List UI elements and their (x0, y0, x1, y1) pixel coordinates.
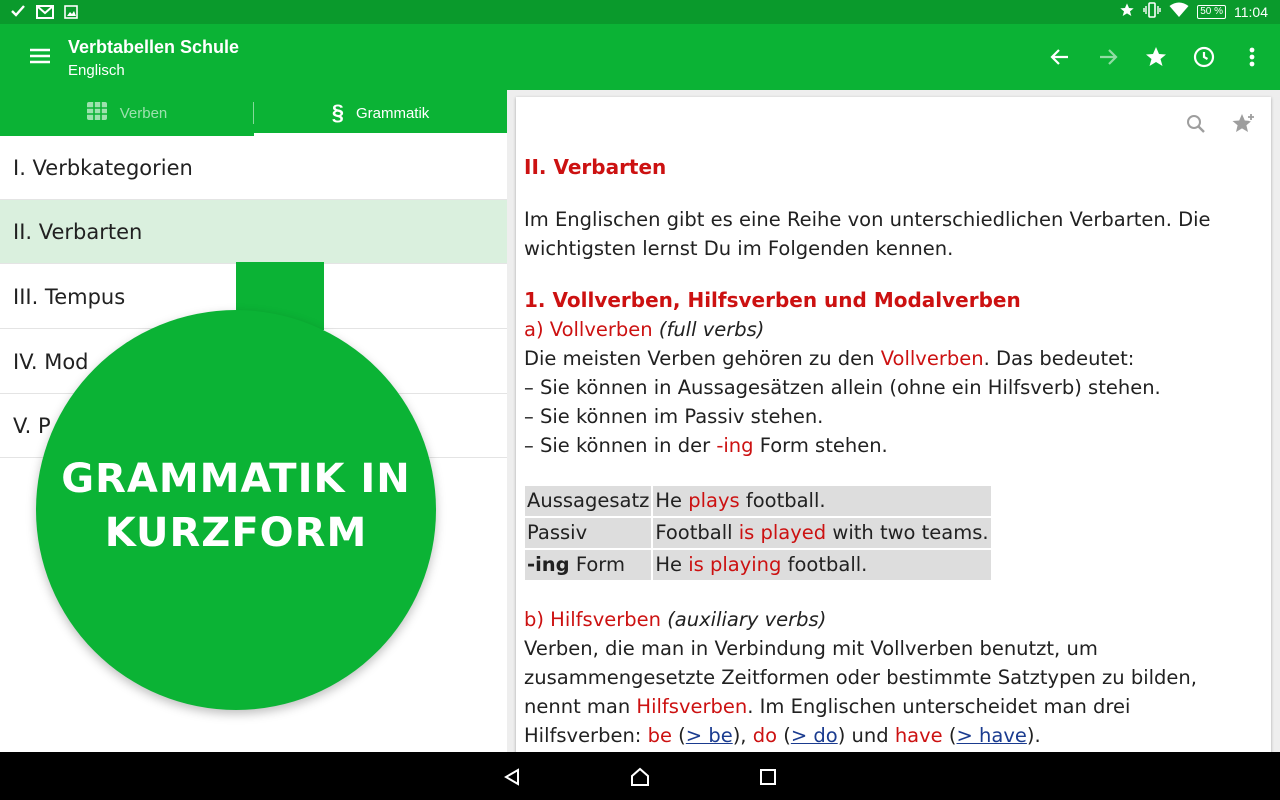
tab-label: Verben (119, 104, 168, 122)
text-span: Verben, die man in Verbindung mit Vollverben benutzt, um zusammengesetzte Zeitformen oder bestimmte Satztypen zu bilden, nennt man (524, 637, 1197, 718)
highlight-span: is playing (688, 553, 782, 576)
subsection-a-label: a) Vollverben (524, 318, 653, 341)
back-arrow-icon[interactable] (1046, 43, 1074, 71)
intro-paragraph: Im Englischen gibt es eine Reihe von unterschiedlichen Verbarten. Die wichtigsten lernst Du im Folgenden kennen. (524, 208, 1211, 260)
star-icon[interactable] (1142, 43, 1170, 71)
bullet-1: – Sie können in Aussagesätzen allein (ohne ein Hilfsverb) stehen. (524, 376, 1161, 399)
list-item[interactable]: V. P (0, 394, 507, 458)
highlight-span: Vollverben (880, 347, 984, 370)
subsection-a-title (524, 315, 1244, 344)
highlight-span: -ing (716, 434, 754, 457)
text-span: with two teams. (826, 521, 989, 544)
table-row (525, 518, 991, 548)
table-cell (653, 550, 990, 580)
link-do[interactable]: > do (790, 724, 838, 747)
clock: 11:04 (1234, 3, 1268, 20)
badge-line-1: GRAMMATIK IN (61, 456, 411, 502)
example-table (523, 484, 993, 582)
highlight-span: is played (738, 521, 827, 544)
table-cell (653, 486, 990, 516)
check-icon (10, 3, 26, 23)
text-span: Form (569, 553, 625, 576)
status-notifications (10, 3, 78, 23)
table-row (525, 550, 991, 580)
subsection-b-text: Verben, die man in Verbindung mit Vollverben benutzt, um zusammengesetzte Zeitformen oder bestimmte Satztypen zu bilden, nennt man Hilfsverben. Im Englischen unterscheidet man drei Hilfsverben: be (> be), do (> do) und have (> have). (524, 637, 1197, 747)
text-span: Die meisten Verben gehören zu den (524, 347, 881, 370)
bullet-2: – Sie können im Passiv stehen. (524, 405, 824, 428)
list-item[interactable]: I. Verbkategorien (0, 136, 507, 200)
vibrate-icon (1143, 2, 1161, 21)
text-span: football. (781, 553, 868, 576)
nav-recents-icon[interactable] (755, 764, 781, 790)
overflow-menu-icon[interactable] (1238, 43, 1266, 71)
text-span: -ing (527, 553, 570, 576)
subsection-b-italic: (auxiliary verbs) (667, 608, 827, 631)
list-item[interactable]: III. Tempus (0, 265, 507, 329)
table-cell (653, 518, 990, 548)
star-icon (1119, 2, 1135, 21)
section-title: 1. Vollverben, Hilfsverben und Modalverben (524, 288, 1021, 312)
app-bar (0, 24, 1280, 90)
card-toolbar (1183, 111, 1257, 137)
subsection-a-text (524, 344, 1244, 373)
gmail-icon (36, 4, 54, 23)
wifi-icon (1169, 2, 1189, 21)
text-span: . Im Englischen unterscheidet man drei Hilfsverben: (524, 695, 1131, 747)
text-span: He (655, 553, 689, 576)
navigation-bar (0, 752, 1280, 800)
highlight-span: be (647, 724, 672, 747)
table-cell: Aussagesatz (525, 486, 651, 516)
link-have[interactable]: > have (956, 724, 1027, 747)
add-favorite-icon[interactable] (1231, 111, 1257, 137)
promo-badge-text (36, 452, 436, 560)
text-span: . Das bedeutet: (983, 347, 1135, 370)
paragraph-icon: § (331, 100, 344, 125)
tab-bar (0, 90, 507, 136)
history-icon[interactable] (1190, 43, 1218, 71)
subsection-b-label: b) Hilfsverben (524, 608, 661, 631)
battery-icon: 50 % (1197, 5, 1226, 19)
subsection-a-italic: (full verbs) (658, 318, 765, 341)
table-icon (86, 101, 108, 125)
tab-grammatik[interactable] (254, 90, 507, 136)
menu-icon[interactable] (26, 44, 54, 68)
image-icon (64, 4, 78, 23)
nav-home-icon[interactable] (627, 764, 653, 790)
subsection-b (524, 605, 1244, 750)
text-span: und (845, 724, 895, 747)
article-heading: II. Verbarten (524, 155, 667, 179)
status-bar (0, 0, 1280, 24)
tab-verben[interactable] (0, 90, 253, 136)
table-cell (525, 550, 651, 580)
content-card (516, 97, 1271, 757)
link-be[interactable]: > be (685, 724, 733, 747)
table-cell: Passiv (525, 518, 651, 548)
text-span: He (655, 489, 689, 512)
text-span: Form stehen. (753, 434, 888, 457)
section-block (524, 286, 1244, 460)
text-span: – Sie können in der (524, 434, 717, 457)
subsection-b-title (524, 605, 1244, 634)
app-subtitle: Englisch (68, 62, 125, 79)
status-system (1119, 2, 1268, 21)
forward-arrow-icon[interactable] (1094, 43, 1122, 71)
bullet-3 (524, 431, 1244, 460)
list-item[interactable]: II. Verbarten (0, 200, 507, 264)
highlight-span: Hilfsverben (636, 695, 748, 718)
table-row (525, 486, 991, 516)
search-icon[interactable] (1183, 111, 1209, 137)
highlight-span: do (752, 724, 778, 747)
list-item[interactable]: IV. Mod (0, 330, 507, 394)
app-actions (1046, 43, 1266, 71)
tab-label: Grammatik (355, 104, 430, 122)
nav-back-icon[interactable] (499, 764, 525, 790)
badge-line-2: KURZFORM (104, 510, 368, 556)
highlight-span: have (894, 724, 943, 747)
text-span: Football (655, 521, 739, 544)
article (524, 153, 1244, 750)
app-title: Verbtabellen Schule (68, 37, 240, 57)
text-span: football. (739, 489, 826, 512)
highlight-span: plays (688, 489, 740, 512)
